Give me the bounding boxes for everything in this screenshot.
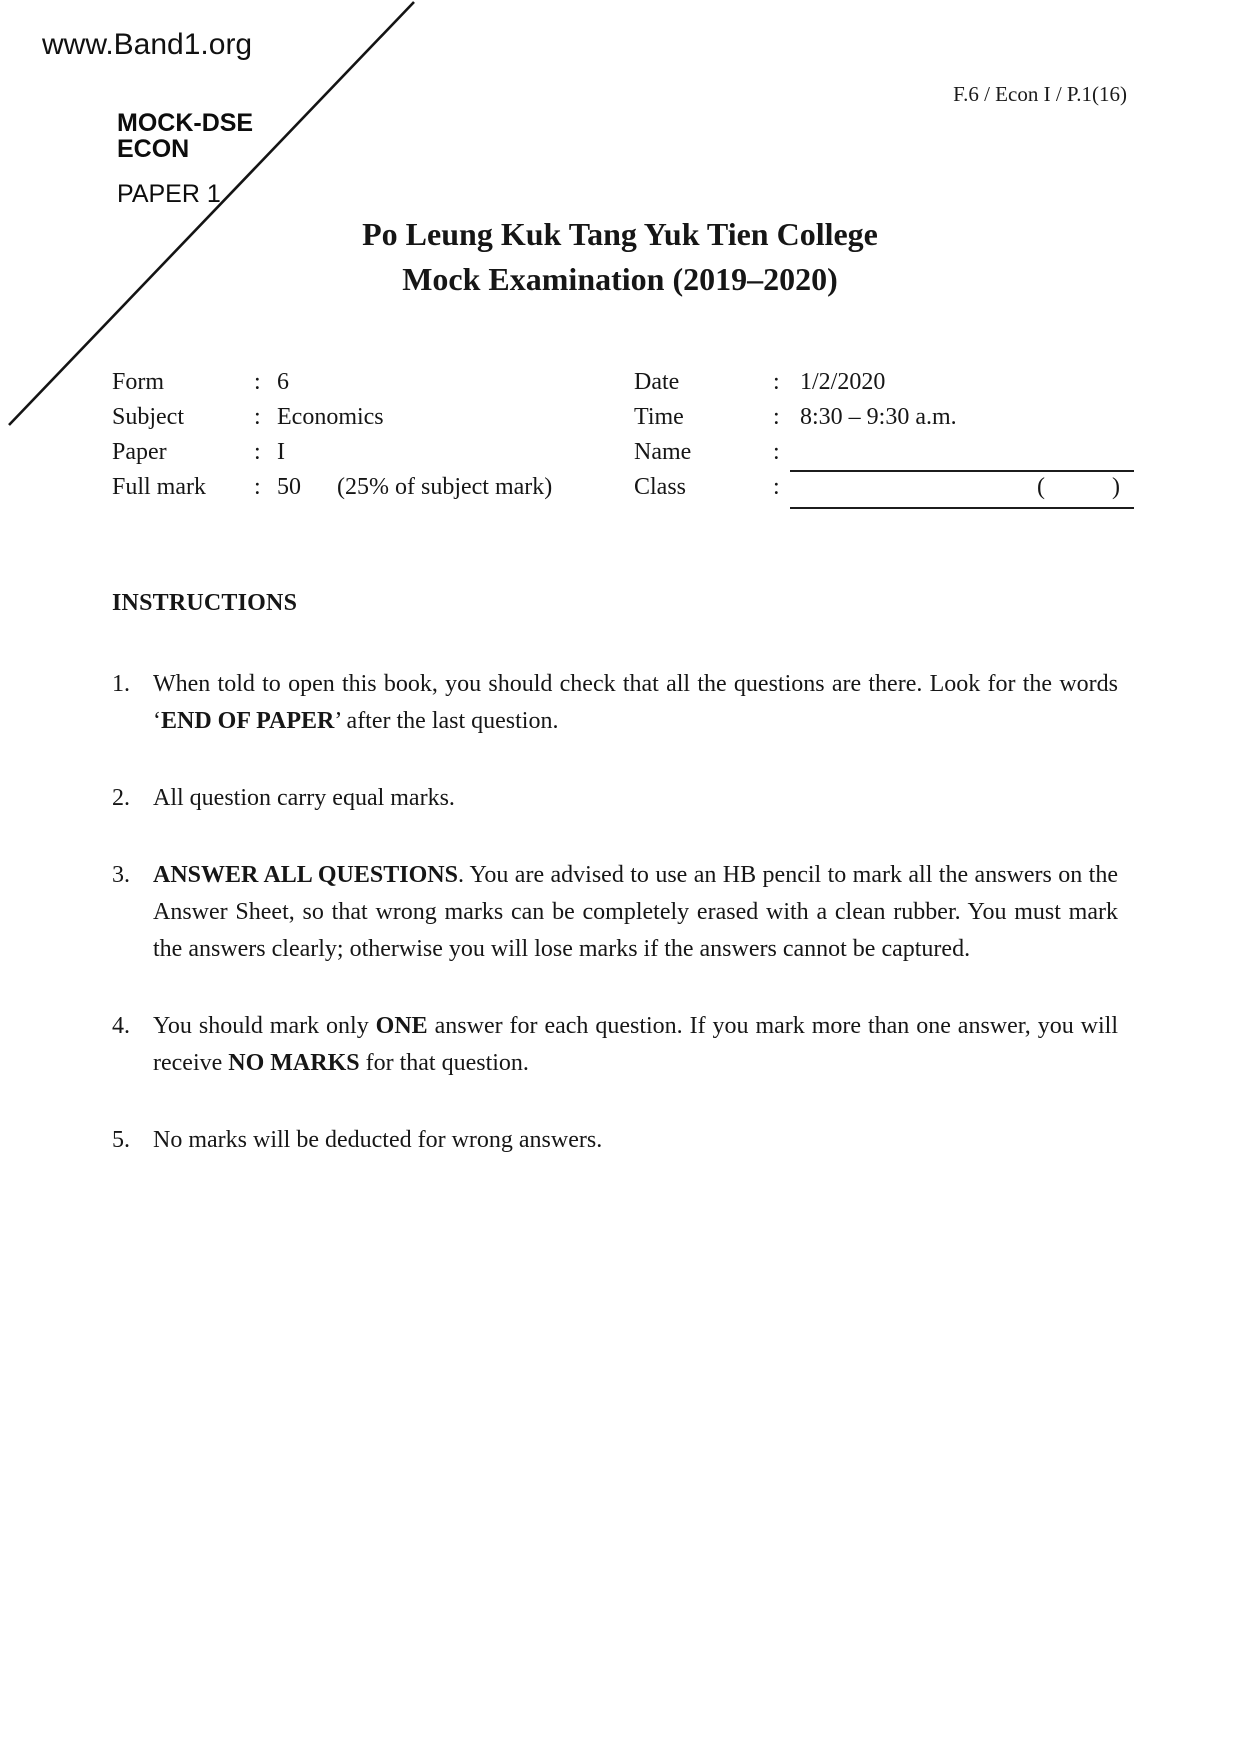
paper-label: Paper bbox=[112, 439, 167, 465]
instruction-text: No marks will be deducted for wrong answers. bbox=[153, 1127, 603, 1153]
instruction-text: answer for each question. If you mark more than one answer, you will receive bbox=[153, 1013, 1119, 1076]
exam-name: Mock Examination (2019–2020) bbox=[402, 261, 838, 297]
mock-dse-label: MOCK-DSE bbox=[117, 109, 254, 137]
page-reference: F.6 / Econ I / P.1(16) bbox=[953, 82, 1127, 106]
time-value: 8:30 – 9:30 a.m. bbox=[800, 404, 957, 430]
instruction-item bbox=[112, 780, 1118, 817]
instruction-number: 3. bbox=[112, 862, 130, 888]
econ-label: ECON bbox=[117, 135, 190, 163]
instruction-item bbox=[112, 666, 1118, 740]
instruction-number: 1. bbox=[112, 671, 130, 697]
class-label: Class bbox=[634, 474, 687, 500]
instruction-text-bold: ANSWER ALL QUESTIONS bbox=[153, 862, 458, 888]
instruction-text: When told to open this book, you should check that all the questions are there. Look for the words ‘ bbox=[153, 671, 1118, 734]
instruction-text: ’ after the last question. bbox=[334, 708, 559, 734]
watermark-text: www.Band1.org bbox=[42, 28, 253, 61]
instructions-heading: INSTRUCTIONS bbox=[112, 590, 298, 616]
college-name: Po Leung Kuk Tang Yuk Tien College bbox=[362, 216, 878, 252]
full-mark-label: Full mark bbox=[112, 474, 206, 500]
paper-corner-label bbox=[117, 110, 253, 207]
info-row-form-date bbox=[112, 364, 1134, 399]
instruction-text: . You are advised to use an HB pencil to mark all the answers on the Answer Sheet, so that wrong marks can be completely erased with a clean rubber. You must mark the answers clearly; otherwise you will lose marks if the answers cannot be captured. bbox=[153, 862, 1119, 962]
form-label: Form bbox=[112, 369, 165, 395]
full-mark-note: (25% of subject mark) bbox=[337, 474, 553, 500]
instruction-text-bold: END OF PAPER bbox=[161, 708, 335, 734]
instruction-text-bold: ONE bbox=[375, 1013, 428, 1039]
colon: : bbox=[773, 404, 780, 430]
info-row-paper-name bbox=[112, 434, 1134, 469]
instructions-list bbox=[112, 666, 1118, 1199]
colon: : bbox=[773, 474, 780, 500]
instruction-text: for that question. bbox=[359, 1050, 529, 1076]
colon: : bbox=[773, 369, 780, 395]
subject-value: Economics bbox=[277, 404, 384, 430]
instruction-number: 2. bbox=[112, 785, 130, 811]
class-field-line bbox=[790, 507, 1134, 509]
colon: : bbox=[773, 439, 780, 465]
instruction-text: You should mark only bbox=[153, 1013, 376, 1039]
class-paren-open: ( bbox=[1037, 474, 1045, 500]
paper-value: I bbox=[277, 439, 285, 465]
full-mark-value: 50 bbox=[277, 474, 301, 500]
class-paren-close: ) bbox=[1112, 474, 1120, 500]
time-label: Time bbox=[634, 404, 684, 430]
date-value: 1/2/2020 bbox=[800, 369, 886, 395]
instruction-item bbox=[112, 857, 1118, 968]
subject-label: Subject bbox=[112, 404, 184, 430]
colon: : bbox=[254, 474, 261, 500]
instruction-text: All question carry equal marks. bbox=[153, 785, 455, 811]
colon: : bbox=[254, 404, 261, 430]
info-row-subject-time bbox=[112, 399, 1134, 434]
info-row-fullmark-class bbox=[112, 469, 1134, 504]
colon: : bbox=[254, 369, 261, 395]
instruction-item bbox=[112, 1008, 1118, 1082]
instruction-text-bold: NO MARKS bbox=[228, 1050, 360, 1076]
instruction-number: 5. bbox=[112, 1127, 130, 1153]
date-label: Date bbox=[634, 369, 680, 395]
instruction-item bbox=[112, 1122, 1118, 1159]
document-title bbox=[0, 212, 1240, 302]
name-label: Name bbox=[634, 439, 692, 465]
instruction-number: 4. bbox=[112, 1013, 130, 1039]
form-value: 6 bbox=[277, 369, 289, 395]
paper-number-label: PAPER 1 bbox=[117, 180, 221, 208]
colon: : bbox=[254, 439, 261, 465]
exam-info-table bbox=[112, 364, 1134, 524]
